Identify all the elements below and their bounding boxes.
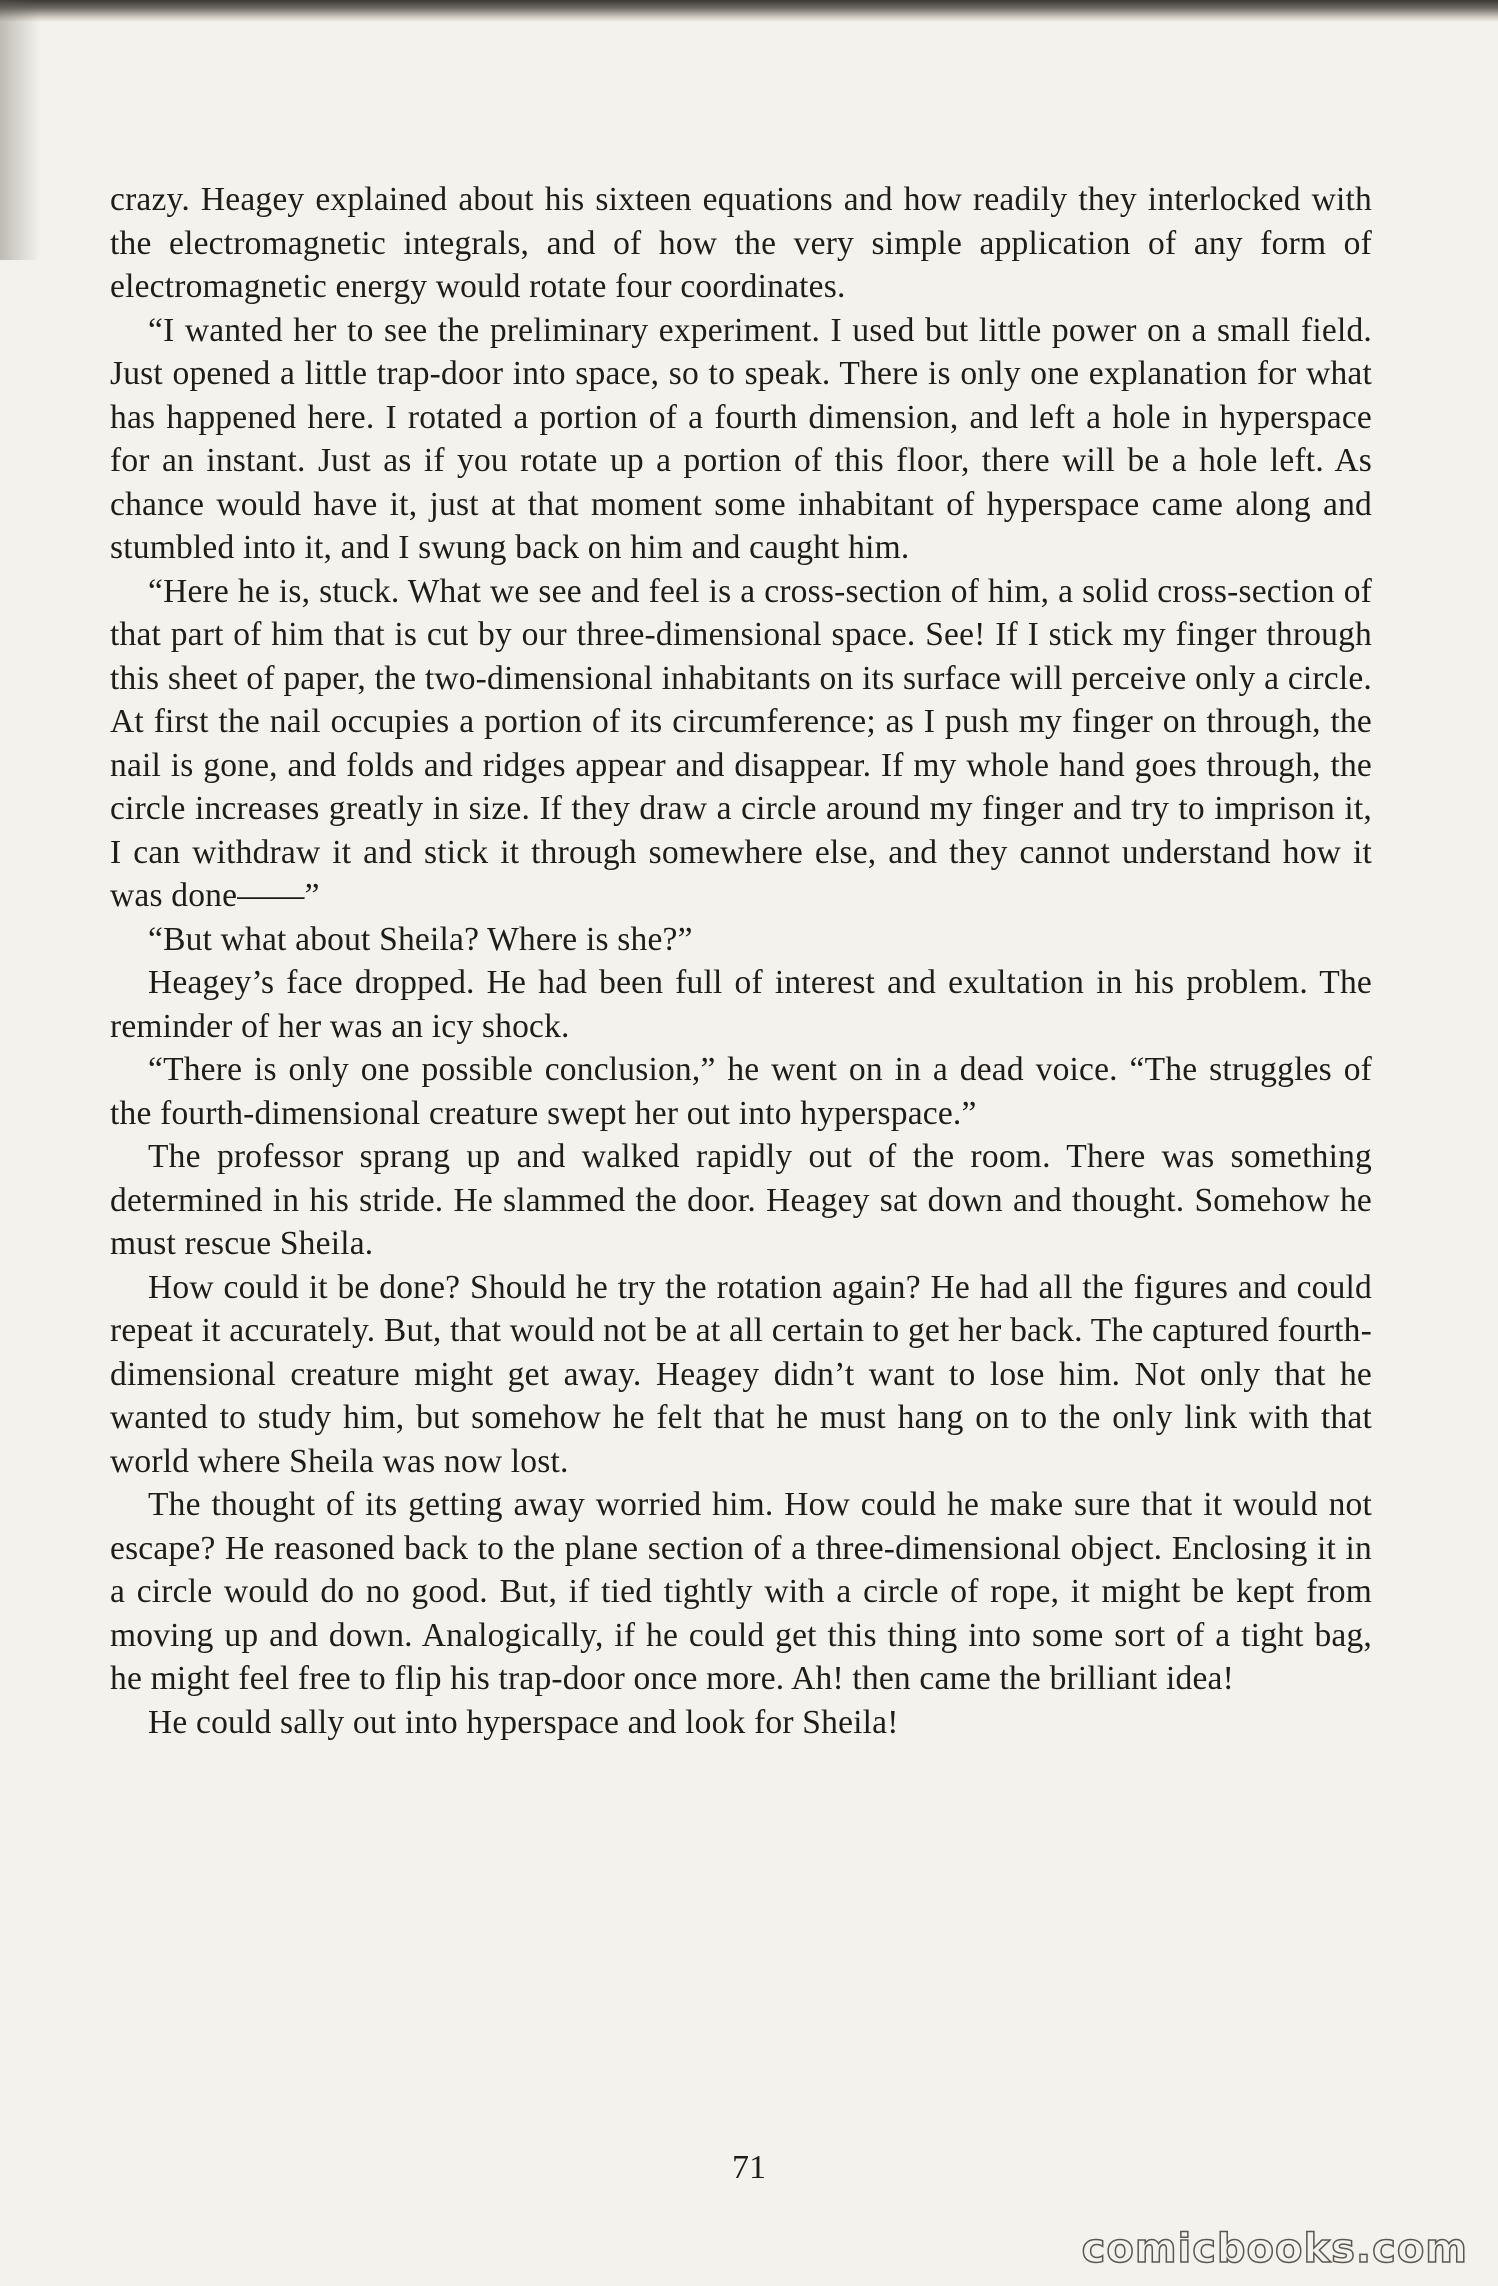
paragraph: “Here he is, stuck. What we see and feel is a cross-section of him, a solid cross-section of that part of him that is cut by our three-dimensional space. See! If I stick my finger through this sheet of paper, the two-dimensional inhabitants on its surface will perceive only a circle. At first the nail occupies a portion of its circumference; as I push my finger on through, the nail is gone, and folds and ridges appear and disappear. If my whole hand goes through, the circle increases greatly in size. If they draw a circle around my finger and try to imprison it, I can withdraw it and stick it through somewhere else, and they cannot understand how it was done——” [110,572,1372,914]
paragraph: “There is only one possible conclusion,” he went on in a dead voice. “The struggles of the fourth-dimensional creature swept her out into hyperspace.” [110,1051,1372,1132]
body-text [110,178,1372,1744]
page-left-edge-shadow [0,0,40,260]
page-number: 71 [732,2149,766,2186]
paragraph: Heagey’s face dropped. He had been full of interest and exultation in his problem. The reminder of her was an icy shock. [110,964,1372,1045]
paragraph: “I wanted her to see the preliminary experiment. I used but little power on a small field. Just opened a little trap-door into space, so to speak. There is only one explanation for what has happened here. I rotated a portion of a fourth dimension, and left a hole in hyperspace for an instant. Just as if you rotate up a portion of this floor, there will be a hole left. As chance would have it, just at that moment some inhabitant of hyperspace came along and stumbled into it, and I swung back on him and caught him. [110,311,1372,566]
paragraph: He could sally out into hyperspace and look for Sheila! [148,1703,899,1741]
paragraph: The thought of its getting away worried him. How could he make sure that it would not escape? He reasoned back to the plane section of a three-dimensional object. Enclosing it in a circle would do no good. But, if tied tightly with a circle of rope, it might be kept from moving up and down. Analogically, if he could get this thing into some sort of a tight bag, he might feel free to flip his trap-door once more. Ah! then came the brilliant idea! [110,1486,1372,1697]
paragraph: crazy. Heagey explained about his sixteen equations and how readily they interlocked with the electromagnetic integrals, and of how the very simple application of any form of electromagnetic energy would rotate four coordinates. [110,181,1372,305]
page-top-edge-shadow [0,0,1498,22]
paragraph: The professor sprang up and walked rapidly out of the room. There was something determined in his stride. He slammed the door. Heagey sat down and thought. Somehow he must rescue Sheila. [110,1138,1372,1262]
paragraph: How could it be done? Should he try the rotation again? He had all the figures and could repeat it accurately. But, that would not be at all certain to get her back. The captured fourth-dimensional creature might get away. Heagey didn’t want to lose him. Not only that he wanted to study him, but somehow he felt that he must hang on to the only link with that world where Sheila was now lost. [110,1268,1372,1480]
watermark-logo: comicbooks.com [1081,2226,1468,2272]
paragraph: “But what about Sheila? Where is she?” [148,920,693,958]
